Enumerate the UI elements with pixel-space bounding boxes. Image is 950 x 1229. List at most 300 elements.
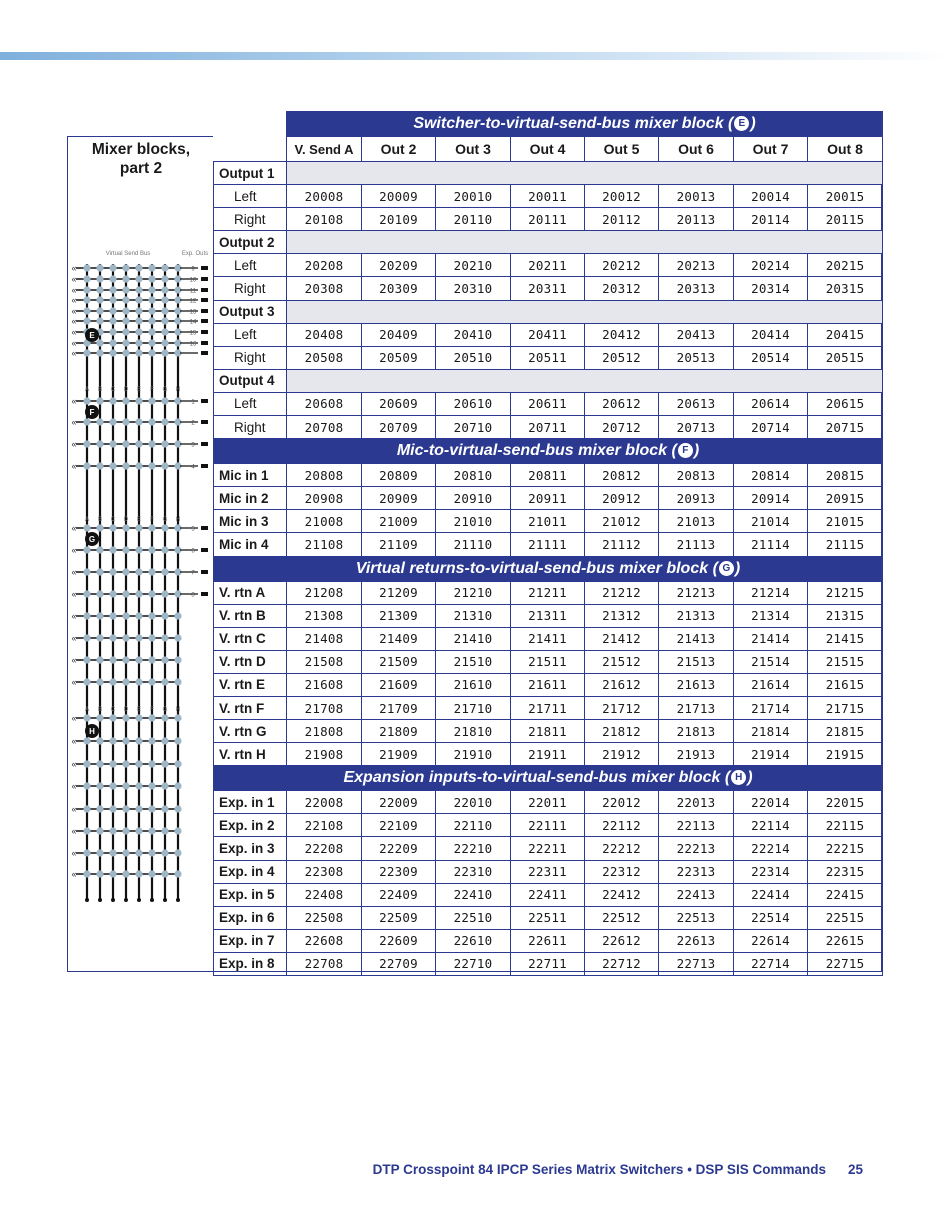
table-row [214, 604, 883, 627]
exp-out-connector-icon [201, 548, 208, 552]
column-header: V. Send A [287, 137, 362, 162]
table-row [214, 883, 883, 906]
header-blank [214, 137, 287, 162]
crosspoint-node [148, 634, 155, 641]
command-value: 22213 [659, 837, 734, 860]
command-value: 22715 [808, 952, 883, 975]
input-arrow-icon: « [71, 869, 77, 879]
crosspoint-node [109, 418, 116, 425]
command-value: 22010 [436, 791, 511, 814]
command-value: 20209 [362, 254, 436, 277]
crosspoint-node [161, 656, 168, 663]
command-value: 21108 [287, 533, 362, 556]
crosspoint-node [135, 612, 142, 619]
command-value: 22415 [808, 883, 883, 906]
input-arrow-icon: « [71, 461, 77, 471]
command-value: 21315 [808, 604, 883, 627]
command-value: 20109 [362, 208, 436, 231]
table-row [214, 906, 883, 929]
crosspoint-node [161, 546, 168, 553]
column-letter: G [162, 706, 168, 713]
table-row [214, 464, 883, 487]
command-value: 20208 [287, 254, 362, 277]
column-letter: H [175, 386, 181, 393]
crosspoint-node [83, 418, 90, 425]
crosspoint-node [174, 760, 181, 767]
crosspoint-node [161, 827, 168, 834]
input-arrow-icon: « [71, 285, 77, 295]
crosspoint-node [109, 590, 116, 597]
command-value: 20515 [808, 346, 883, 369]
crosspoint-node [148, 568, 155, 575]
command-value: 21411 [511, 627, 585, 650]
row-label: Mic in 2 [214, 487, 287, 510]
input-arrow-icon: « [71, 338, 77, 348]
crosspoint-node [122, 307, 129, 314]
input-arrow-icon: « [71, 713, 77, 723]
command-value: 22410 [436, 883, 511, 906]
crosspoint-node [122, 760, 129, 767]
exp-out-connector-icon [201, 351, 208, 355]
row-label: Right [214, 416, 287, 439]
diagram-top-label: Exp. Outs [181, 251, 209, 257]
command-value: 20312 [585, 277, 659, 300]
table-row [214, 860, 883, 883]
section-title-text: Expansion inputs-to-virtual-send-bus mixer block ( [343, 769, 731, 787]
command-value: 22211 [511, 837, 585, 860]
crosspoint-node [122, 714, 129, 721]
crosspoint-node [96, 760, 103, 767]
command-value: 20112 [585, 208, 659, 231]
command-value: 21710 [436, 696, 511, 719]
command-value: 21511 [511, 650, 585, 673]
command-value: 20015 [808, 185, 883, 208]
column-header: Out 3 [436, 137, 511, 162]
command-value: 22513 [659, 906, 734, 929]
crosspoint-node [161, 870, 168, 877]
crosspoint-node [122, 805, 129, 812]
command-value: 20214 [734, 254, 808, 277]
crosspoint-node [83, 590, 90, 597]
command-value: 21711 [511, 696, 585, 719]
crosspoint-node [96, 782, 103, 789]
command-value: 20509 [362, 346, 436, 369]
group-fill [287, 300, 883, 323]
command-value: 20908 [287, 487, 362, 510]
exp-out-connector-icon [201, 526, 208, 530]
bus-terminal-dot [150, 898, 154, 902]
command-value: 20809 [362, 464, 436, 487]
mixer-command-table [213, 111, 883, 976]
command-value: 22613 [659, 929, 734, 952]
command-value: 20512 [585, 346, 659, 369]
exp-out-connector-icon [201, 298, 208, 302]
crosspoint-node [83, 349, 90, 356]
column-letter: D [123, 706, 129, 713]
table-row [214, 254, 883, 277]
crosspoint-node [135, 782, 142, 789]
crosspoint-node [135, 568, 142, 575]
column-letter: B [97, 706, 103, 713]
crosspoint-node [83, 760, 90, 767]
row-label: V. rtn E [214, 673, 287, 696]
table-row [214, 814, 883, 837]
crosspoint-node [135, 462, 142, 469]
command-value: 21308 [287, 604, 362, 627]
crosspoint-node [109, 568, 116, 575]
column-letter: B [97, 516, 103, 523]
crosspoint-node [135, 849, 142, 856]
crosspoint-node [109, 805, 116, 812]
crosspoint-node [83, 827, 90, 834]
command-value: 20113 [659, 208, 734, 231]
crosspoint-node [96, 462, 103, 469]
crosspoint-node [83, 296, 90, 303]
crosspoint-node [148, 714, 155, 721]
page-footer [0, 1162, 863, 1177]
crosspoint-node [96, 656, 103, 663]
crosspoint-node [161, 805, 168, 812]
crosspoint-node [96, 634, 103, 641]
command-value: 22308 [287, 860, 362, 883]
row-label: Mic in 1 [214, 464, 287, 487]
command-value: 21414 [734, 627, 808, 650]
exp-out-number: 16 [189, 341, 197, 348]
mixer-title-line1: Mixer blocks, [91, 141, 191, 158]
command-value: 22414 [734, 883, 808, 906]
crosspoint-node [174, 827, 181, 834]
column-letter: C [110, 706, 116, 713]
command-value: 21913 [659, 743, 734, 766]
command-value: 21410 [436, 627, 511, 650]
command-value: 20009 [362, 185, 436, 208]
row-label: Exp. in 4 [214, 860, 287, 883]
command-value: 22408 [287, 883, 362, 906]
crosspoint-node [148, 440, 155, 447]
command-value: 21708 [287, 696, 362, 719]
crosspoint-node [161, 349, 168, 356]
crosspoint-node [135, 678, 142, 685]
exp-out-number: 13 [189, 309, 197, 316]
crosspoint-node [83, 264, 90, 271]
crosspoint-node [174, 678, 181, 685]
command-value: 22711 [511, 952, 585, 975]
crosspoint-node [109, 656, 116, 663]
crosspoint-node [148, 737, 155, 744]
input-arrow-icon: « [71, 848, 77, 858]
command-value: 20815 [808, 464, 883, 487]
command-value: 21811 [511, 720, 585, 743]
command-value: 21408 [287, 627, 362, 650]
crosspoint-node [161, 714, 168, 721]
command-value: 22409 [362, 883, 436, 906]
crosspoint-node [122, 634, 129, 641]
table-row [214, 673, 883, 696]
command-value: 22413 [659, 883, 734, 906]
command-value: 20811 [511, 464, 585, 487]
command-value: 21810 [436, 720, 511, 743]
command-value: 21314 [734, 604, 808, 627]
command-value: 20913 [659, 487, 734, 510]
section-band [214, 112, 883, 137]
crosspoint-node [122, 870, 129, 877]
crosspoint-node [83, 275, 90, 282]
group-row [214, 369, 883, 392]
crosspoint-node [148, 849, 155, 856]
command-value: 22309 [362, 860, 436, 883]
command-value: 20008 [287, 185, 362, 208]
crosspoint-node [96, 296, 103, 303]
command-value: 22608 [287, 929, 362, 952]
crosspoint-node [109, 782, 116, 789]
crosspoint-node [122, 349, 129, 356]
bus-terminal-dot [124, 898, 128, 902]
column-letter: B [97, 386, 103, 393]
crosspoint-node [122, 782, 129, 789]
section-title [214, 439, 883, 464]
crosspoint-node [174, 805, 181, 812]
command-value: 21714 [734, 696, 808, 719]
crosspoint-node [83, 634, 90, 641]
table-row [214, 627, 883, 650]
command-value: 20814 [734, 464, 808, 487]
command-value: 21911 [511, 743, 585, 766]
group-label: Output 2 [214, 231, 287, 254]
crosspoint-node [109, 737, 116, 744]
command-value: 20311 [511, 277, 585, 300]
input-arrow-icon: « [71, 826, 77, 836]
command-value: 21608 [287, 673, 362, 696]
table-row [214, 346, 883, 369]
group-fill [287, 162, 883, 185]
command-value: 21610 [436, 673, 511, 696]
command-value: 22712 [585, 952, 659, 975]
crosspoint-node [174, 714, 181, 721]
command-value: 20613 [659, 392, 734, 415]
crosspoint-node [109, 634, 116, 641]
crosspoint-node [109, 286, 116, 293]
command-value: 21812 [585, 720, 659, 743]
command-value: 20108 [287, 208, 362, 231]
command-value: 22109 [362, 814, 436, 837]
table-row [214, 650, 883, 673]
table-row [214, 696, 883, 719]
command-value: 21114 [734, 533, 808, 556]
input-arrow-icon: « [71, 781, 77, 791]
command-value: 21312 [585, 604, 659, 627]
row-label: Exp. in 1 [214, 791, 287, 814]
command-value: 20414 [734, 323, 808, 346]
command-value: 20914 [734, 487, 808, 510]
table-row [214, 323, 883, 346]
command-value: 22112 [585, 814, 659, 837]
command-value: 22509 [362, 906, 436, 929]
crosspoint-node [161, 418, 168, 425]
input-arrow-icon: « [71, 439, 77, 449]
exp-out-connector-icon [201, 288, 208, 292]
crosspoint-node [161, 782, 168, 789]
command-value: 22709 [362, 952, 436, 975]
section-title-end: ) [750, 115, 756, 132]
crosspoint-node [161, 328, 168, 335]
command-value: 20812 [585, 464, 659, 487]
crosspoint-node [122, 849, 129, 856]
crosspoint-node [96, 612, 103, 619]
crosspoint-node [148, 397, 155, 404]
command-value: 21310 [436, 604, 511, 627]
table-row [214, 208, 883, 231]
crosspoint-node [83, 286, 90, 293]
crosspoint-node [109, 524, 116, 531]
exp-out-connector-icon [201, 592, 208, 596]
crosspoint-node [109, 317, 116, 324]
command-value: 22714 [734, 952, 808, 975]
command-value: 20011 [511, 185, 585, 208]
crosspoint-node [96, 590, 103, 597]
row-label: Mic in 4 [214, 533, 287, 556]
column-letter: E [136, 516, 142, 523]
crosspoint-node [96, 264, 103, 271]
table-row [214, 952, 883, 975]
command-value: 22014 [734, 791, 808, 814]
crosspoint-node [122, 339, 129, 346]
command-value: 21109 [362, 533, 436, 556]
crosspoint-node [96, 397, 103, 404]
crosspoint-node [135, 590, 142, 597]
crosspoint-node [122, 397, 129, 404]
exp-out-number: 10 [189, 277, 197, 284]
crosspoint-node [135, 827, 142, 834]
crosspoint-node [122, 612, 129, 619]
table-row [214, 392, 883, 415]
crosspoint-node [161, 296, 168, 303]
row-label: Right [214, 208, 287, 231]
section-band [214, 556, 883, 581]
crosspoint-node [148, 264, 155, 271]
crosspoint-node [148, 275, 155, 282]
command-value: 20409 [362, 323, 436, 346]
command-value: 20508 [287, 346, 362, 369]
table-row [214, 581, 883, 604]
command-value: 22012 [585, 791, 659, 814]
column-letter: E [136, 706, 142, 713]
crosspoint-node [122, 568, 129, 575]
crosspoint-node [174, 870, 181, 877]
row-label: V. rtn A [214, 581, 287, 604]
bus-terminal-dot [85, 898, 89, 902]
input-arrow-icon: « [71, 263, 77, 273]
command-value: 21512 [585, 650, 659, 673]
group-fill [287, 231, 883, 254]
section-marker-icon: E [734, 116, 749, 131]
row-label: Exp. in 7 [214, 929, 287, 952]
row-label: V. rtn D [214, 650, 287, 673]
command-value: 20910 [436, 487, 511, 510]
command-value: 22412 [585, 883, 659, 906]
command-value: 20714 [734, 416, 808, 439]
crosspoint-node [109, 328, 116, 335]
page-number: 25 [847, 1162, 863, 1177]
command-value: 20510 [436, 346, 511, 369]
column-letter: D [123, 386, 129, 393]
section-marker-icon: G [719, 561, 734, 576]
command-value: 20309 [362, 277, 436, 300]
command-value: 21409 [362, 627, 436, 650]
command-value: 22212 [585, 837, 659, 860]
group-row [214, 300, 883, 323]
command-value: 21010 [436, 510, 511, 533]
command-value: 21915 [808, 743, 883, 766]
crosspoint-node [83, 737, 90, 744]
command-value: 22611 [511, 929, 585, 952]
crosspoint-node [96, 827, 103, 834]
crosspoint-node [161, 678, 168, 685]
crosspoint-node [96, 870, 103, 877]
crosspoint-node [96, 275, 103, 282]
command-value: 21311 [511, 604, 585, 627]
section-title-text: Mic-to-virtual-send-bus mixer block ( [396, 442, 677, 460]
command-value: 20212 [585, 254, 659, 277]
command-value: 21209 [362, 581, 436, 604]
section-title [214, 766, 883, 791]
command-value: 21215 [808, 581, 883, 604]
section-marker-letter: F [89, 408, 95, 417]
column-letter: G [162, 386, 168, 393]
crosspoint-node [135, 440, 142, 447]
exp-out-connector-icon [201, 442, 208, 446]
crosspoint-node [122, 317, 129, 324]
column-letter: A [84, 706, 90, 713]
command-value: 20912 [585, 487, 659, 510]
command-value: 20010 [436, 185, 511, 208]
crosspoint-node [161, 634, 168, 641]
exp-out-number: 12 [189, 298, 197, 305]
command-value: 20713 [659, 416, 734, 439]
command-value: 20808 [287, 464, 362, 487]
row-label: Right [214, 346, 287, 369]
command-value: 20413 [659, 323, 734, 346]
command-value: 21713 [659, 696, 734, 719]
command-value: 20708 [287, 416, 362, 439]
exp-out-connector-icon [201, 266, 208, 270]
crosspoint-node [148, 870, 155, 877]
crosspoint-node [83, 462, 90, 469]
column-letter: A [84, 516, 90, 523]
input-arrow-icon: « [71, 327, 77, 337]
bus-terminal-dot [176, 898, 180, 902]
input-arrow-icon: « [71, 611, 77, 621]
crosspoint-node [161, 339, 168, 346]
command-value: 20315 [808, 277, 883, 300]
crosspoint-node [135, 805, 142, 812]
footer-text: DTP Crosspoint 84 IPCP Series Matrix Switchers • DSP SIS Commands [372, 1162, 826, 1177]
command-value: 20614 [734, 392, 808, 415]
command-value: 22512 [585, 906, 659, 929]
crosspoint-node [109, 612, 116, 619]
crosspoint-node [135, 737, 142, 744]
crosspoint-node [148, 317, 155, 324]
command-value: 21514 [734, 650, 808, 673]
crosspoint-node [161, 612, 168, 619]
exp-out-number: 9 [191, 266, 195, 273]
crosspoint-node [122, 546, 129, 553]
crosspoint-node [148, 524, 155, 531]
command-value: 21014 [734, 510, 808, 533]
exp-out-number: 14 [189, 319, 197, 326]
command-value: 20513 [659, 346, 734, 369]
command-value: 20915 [808, 487, 883, 510]
crosspoint-node [109, 714, 116, 721]
